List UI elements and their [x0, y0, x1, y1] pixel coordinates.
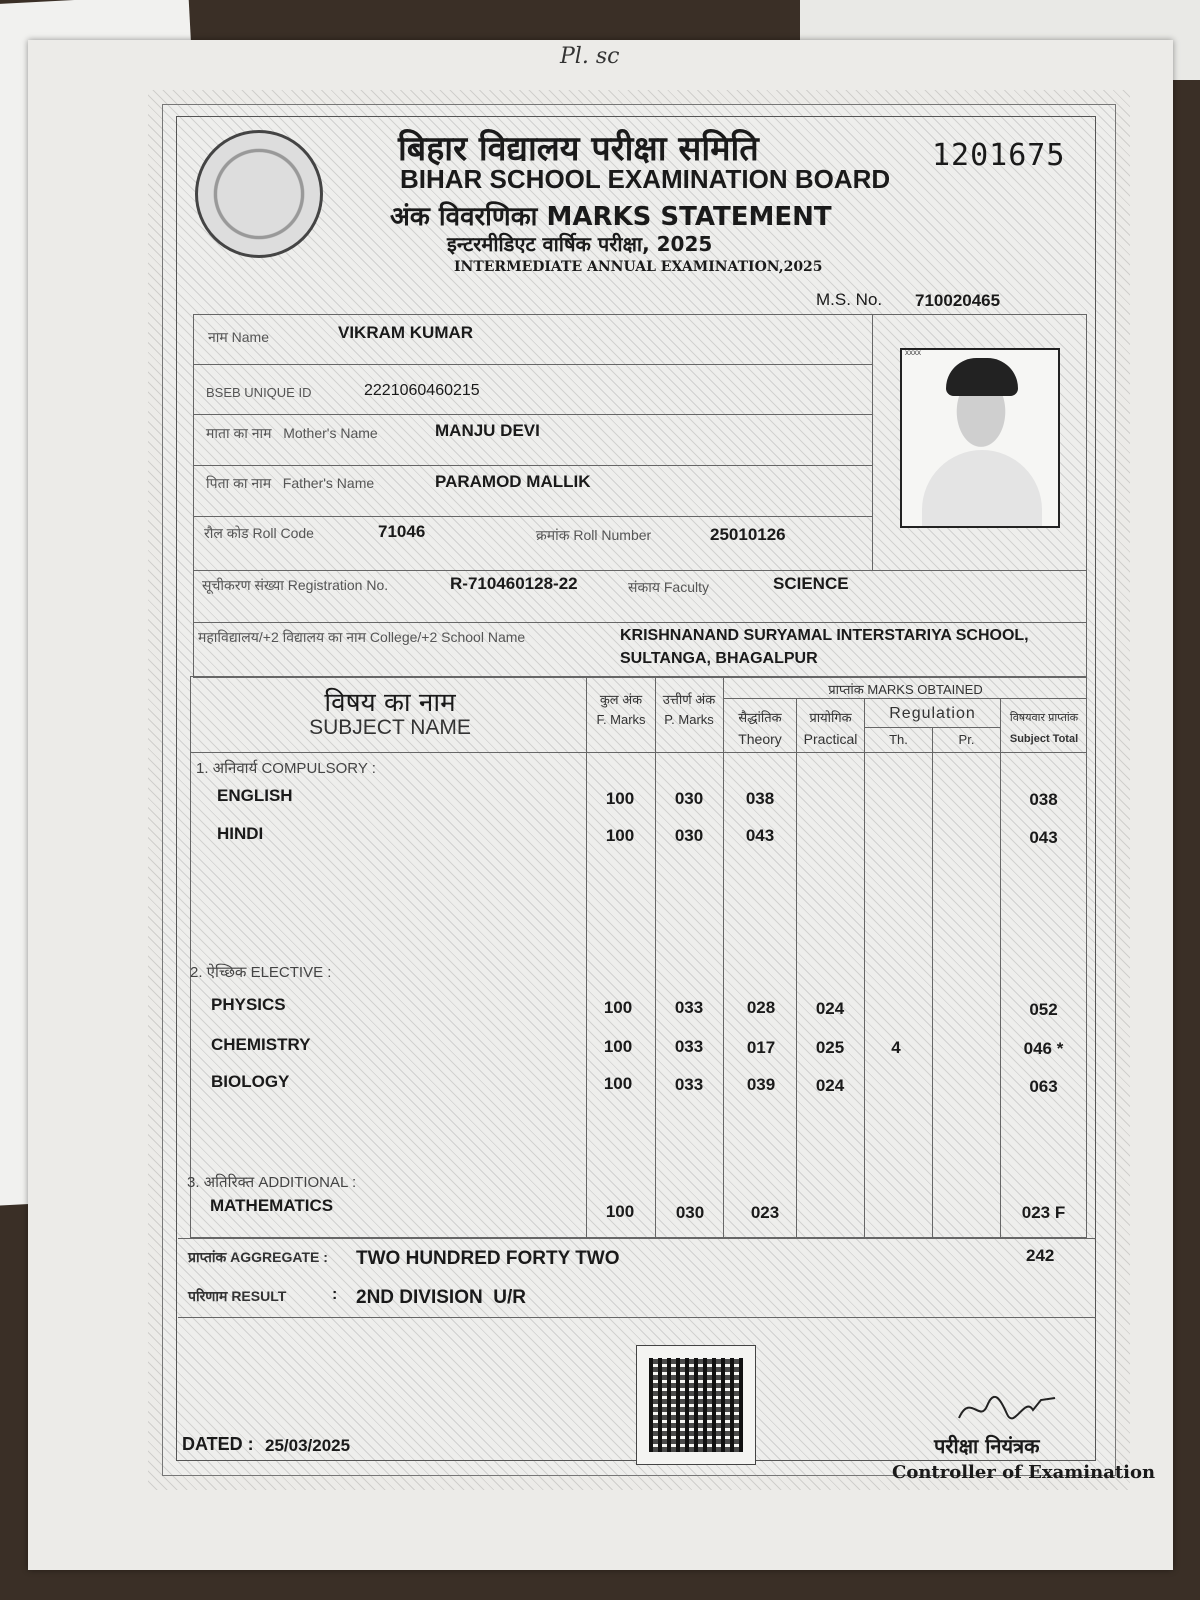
row-divider	[193, 570, 1087, 571]
pass-marks: 030	[674, 826, 704, 845]
subject-total: 063	[1029, 1077, 1058, 1096]
theory-header-english: Theory	[738, 731, 782, 747]
row-divider	[193, 622, 1087, 623]
subject-name: BIOLOGY	[211, 1072, 290, 1091]
subject-total-header-english: Subject Total	[1009, 733, 1079, 745]
subject-total: 038	[1029, 790, 1058, 809]
roll-code-value: 71046	[378, 522, 426, 541]
regulation-theory-header: Th.	[889, 732, 908, 747]
practical-marks: 024	[815, 1076, 845, 1095]
obtained-divider	[723, 698, 1087, 699]
board-title-hindi: बिहार विद्यालय परीक्षा समिति	[398, 129, 759, 169]
father-name: PARAMOD MALLIK	[435, 472, 591, 491]
column-divider	[932, 727, 933, 1238]
subject-header-english: SUBJECT NAME	[309, 716, 471, 739]
practical-marks: 025	[815, 1038, 845, 1057]
pass-marks-header-hindi: उत्तीर्ण अंक	[662, 692, 716, 707]
subject-name: CHEMISTRY	[211, 1035, 311, 1054]
section-additional: 3. अतिरिक्त ADDITIONAL :	[187, 1174, 357, 1191]
dated-label: DATED :	[182, 1434, 254, 1454]
full-marks: 100	[605, 789, 635, 808]
table-header-divider	[190, 752, 1087, 753]
college-name-line1: KRISHNANAND SURYAMAL INTERSTARIYA SCHOOL,	[620, 627, 1029, 644]
result-colon: :	[332, 1286, 338, 1303]
qr-code	[636, 1345, 756, 1465]
roll-code-label: रौल कोड Roll Code	[204, 525, 314, 541]
column-divider	[586, 676, 587, 1238]
college-name-line2: SULTANGA, BHAGALPUR	[620, 650, 818, 667]
subject-name: ENGLISH	[217, 786, 293, 805]
regulation-header: Regulation	[889, 705, 976, 722]
photo-shoulders	[922, 450, 1042, 526]
student-name: VIKRAM KUMAR	[338, 323, 474, 342]
photo-code: XXXX	[905, 351, 922, 357]
regulation-practical-header: Pr.	[958, 732, 975, 747]
result-value: 2ND DIVISION U/R	[356, 1287, 526, 1308]
practical-marks: 024	[815, 999, 845, 1018]
row-divider	[193, 465, 872, 466]
qr-pattern	[649, 1358, 743, 1452]
practical-header-hindi: प्रायोगिक	[809, 710, 852, 725]
ms-number-label: M.S. No.	[816, 290, 883, 309]
name-label: नाम Name	[208, 329, 270, 345]
exam-title-hindi: इन्टरमीडिएट वार्षिक परीक्षा, 2025	[447, 232, 713, 256]
controller-title-hindi: परीक्षा नियंत्रक	[934, 1434, 1040, 1458]
registration-value: R-710460128-22	[450, 574, 578, 593]
statement-title	[390, 197, 832, 233]
subject-name: MATHEMATICS	[210, 1196, 334, 1215]
theory-marks: 039	[746, 1075, 776, 1094]
section-compulsory: 1. अनिवार्य COMPULSORY :	[196, 760, 376, 777]
full-marks: 100	[603, 1074, 633, 1093]
theory-header-hindi: सैद्धांतिक	[738, 710, 782, 725]
board-emblem-icon	[195, 130, 323, 258]
father-label: पिता का नाम Father's Name	[206, 475, 375, 491]
marks-obtained-header: प्राप्तांक MARKS OBTAINED	[828, 682, 983, 697]
faculty-label: संकाय Faculty	[628, 579, 709, 595]
practical-header-english: Practical	[803, 731, 858, 747]
pass-marks-header-english: P. Marks	[664, 712, 714, 727]
registration-label: सूचीकरण संख्या Registration No.	[202, 577, 389, 593]
full-marks-header-hindi: कुल अंक	[599, 692, 643, 707]
date-value: 25/03/2025	[265, 1436, 351, 1455]
ms-number-value: 710020465	[915, 291, 1001, 310]
subject-total: 023 F	[1021, 1203, 1066, 1222]
controller-title-english: Controller of Examination	[892, 1462, 1156, 1483]
board-title-english: BIHAR SCHOOL EXAMINATION BOARD	[400, 164, 891, 194]
aggregate-words: TWO HUNDRED FORTY TWO	[356, 1248, 620, 1269]
full-marks: 100	[605, 826, 635, 845]
section-elective: 2. ऐच्छिक ELECTIVE :	[190, 964, 332, 981]
subject-total: 043	[1029, 828, 1058, 847]
faculty-value: SCIENCE	[773, 574, 849, 593]
photo-divider	[872, 314, 873, 570]
aggregate-label: प्राप्तांक AGGREGATE :	[188, 1249, 328, 1265]
subject-total-header-hindi: विषयवार प्राप्तांक	[1009, 712, 1079, 724]
aggregate-value: 242	[1026, 1246, 1055, 1265]
column-divider	[864, 698, 865, 1238]
column-divider	[796, 698, 797, 1238]
mother-label: माता का नाम Mother's Name	[206, 425, 378, 441]
subject-header-hindi: विषय का नाम	[324, 688, 456, 718]
mother-name: MANJU DEVI	[435, 421, 540, 440]
controller-signature	[955, 1388, 1065, 1428]
row-divider	[193, 516, 872, 517]
uid-label: BSEB UNIQUE ID	[206, 385, 312, 400]
column-divider	[655, 676, 656, 1238]
column-divider	[723, 676, 724, 1238]
full-marks-header-english: F. Marks	[596, 712, 646, 727]
pass-marks: 033	[674, 998, 704, 1017]
row-divider	[193, 414, 872, 415]
theory-marks: 038	[745, 789, 775, 808]
subject-total: 046 *	[1023, 1039, 1064, 1058]
student-photo	[900, 348, 1060, 528]
theory-marks: 028	[746, 998, 776, 1017]
full-marks: 100	[603, 1037, 633, 1056]
exam-title-english: INTERMEDIATE ANNUAL EXAMINATION,2025	[454, 259, 823, 275]
column-divider	[1000, 698, 1001, 1238]
uid-value: 2221060460215	[364, 382, 480, 399]
roll-number-label: क्रमांक Roll Number	[536, 527, 652, 543]
regulation-theory: 4	[891, 1038, 901, 1057]
subject-total: 052	[1029, 1000, 1058, 1019]
full-marks: 100	[605, 1202, 635, 1221]
result-label: परिणाम RESULT	[188, 1288, 287, 1304]
statement-title-english: MARKS STATEMENT	[546, 202, 832, 232]
pass-marks: 030	[674, 789, 704, 808]
roll-number-value: 25010126	[710, 525, 786, 544]
theory-marks: 043	[745, 826, 775, 845]
serial-number: 1201675	[932, 138, 1066, 173]
college-label: महाविद्यालय/+2 विद्यालय का नाम College/+2 School Name	[198, 629, 526, 645]
pass-marks: 033	[674, 1075, 704, 1094]
theory-marks: 023	[750, 1203, 780, 1222]
theory-marks: 017	[746, 1038, 776, 1057]
full-marks: 100	[603, 998, 633, 1017]
subject-name: HINDI	[217, 824, 264, 843]
statement-title-hindi: अंक विवरणिका	[390, 202, 538, 232]
pass-marks: 030	[675, 1203, 705, 1222]
pencil-note: Pl. sc	[560, 44, 620, 69]
row-divider	[193, 364, 872, 365]
subject-name: PHYSICS	[211, 995, 286, 1014]
pass-marks: 033	[674, 1037, 704, 1056]
